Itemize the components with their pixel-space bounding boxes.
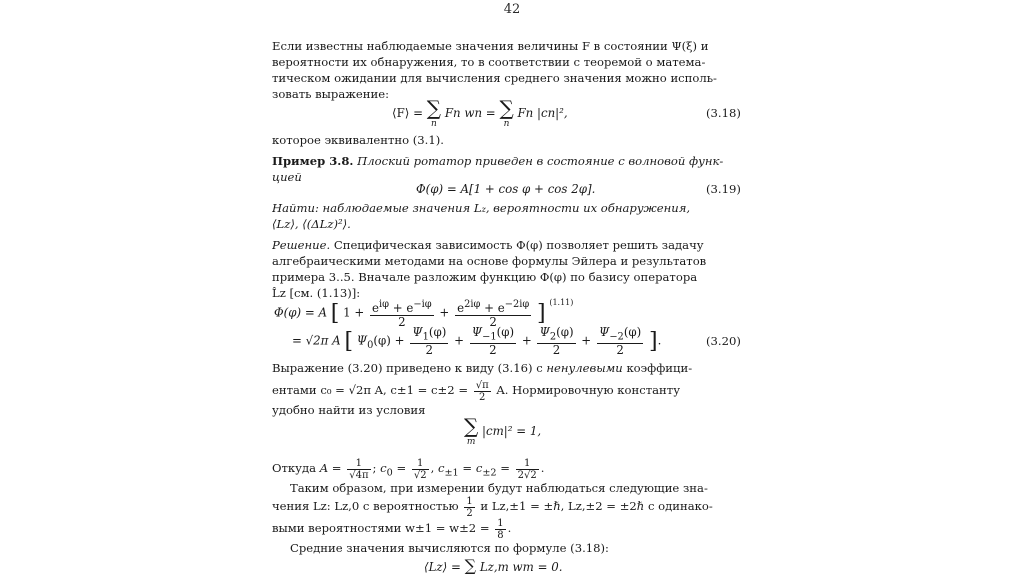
fraction: $\frac{1}{√4\pi}$ <box>349 457 369 480</box>
fraction: $\frac{\Psi_{-2}(\varphi)}{2}$ <box>598 325 642 358</box>
eq318-right: Fn |cn|², <box>517 106 568 120</box>
example-text: Плоский ротатор приведен в состояние с волновой функ- <box>357 154 724 168</box>
expr2-text: ентами c₀ = √2π A, c±1 = c±2 = <box>272 383 469 397</box>
eq320-lhs: Φ(φ) = A <box>274 305 328 320</box>
lz-avg-rhs: Lz,m wm = 0. <box>479 560 563 574</box>
thus2-text-2: и Lz,±1 = ±ℏ, Lz,±2 = ±2ℏ с одинако- <box>480 499 713 513</box>
fraction: $\frac{\Psi_2(\varphi)}{2}$ <box>539 325 574 358</box>
fraction: $\frac{1}{√2}$ <box>413 457 427 480</box>
find-text: Найти: наблюдаемые значения L <box>272 201 482 215</box>
solution-line-1 <box>272 237 752 253</box>
fraction: $\frac{e^{i\varphi} + e^{-i\varphi}}{2}$ <box>372 299 432 329</box>
solution-text: Специфическая зависимость Φ(φ) позволяет решить задачу <box>333 238 704 252</box>
find-text-2: , вероятности их обнаружения, <box>485 201 691 215</box>
para-line-5: которое эквивалентно (3.1). <box>272 133 444 147</box>
fraction: $\frac{\Psi_{-1}(\varphi)}{2}$ <box>471 325 515 358</box>
normalization-equation <box>464 416 541 448</box>
example-line-2: цией <box>272 170 302 184</box>
para-line-3: тическом ожидании для вычисления среднего значения можно исполь- <box>272 71 717 85</box>
eq-number-3-19: (3.19) <box>706 182 741 196</box>
sum-sign: ∑ m <box>464 414 479 447</box>
solution-line-4: L̂z [см. (1.13)]: <box>272 286 361 300</box>
fraction: $\frac{\Psi_1(\varphi)}{2}$ <box>412 325 447 358</box>
eq320-note: (1.11) <box>549 298 574 307</box>
thus-line-1: Таким образом, при измерении будут наблюдаться следующие зна- <box>290 481 708 495</box>
para-line-4: зовать выражение: <box>272 87 389 101</box>
eq320-rhs: = √2π A <box>292 333 341 348</box>
lz-avg-lhs: ⟨Lz⟩ = <box>424 560 461 574</box>
fraction: $\frac{1}{2}$ <box>466 495 473 518</box>
eq318-left: ⟨F⟩ = <box>392 106 424 120</box>
sqrt-pi-over-2: $\frac{√\pi}{2}$ <box>475 379 489 402</box>
solution-label: Решение. <box>272 238 331 252</box>
fraction: $\frac{e^{2i\varphi} + e^{-2i\varphi}}{2}$ <box>457 299 530 329</box>
whence-line: Откуда A = $\frac{1}{√4\pi}$ ; $c_0$ = $\frac{1}{√2}$ , $c_{\pm 1} = c_{\pm 2}$ = $\frac{1}{2√2}$ . <box>272 457 545 480</box>
equation-3-20-line-2: = √2π A [ $\Psi_0(\varphi)$ + $\frac{\Psi_1(\varphi)}{2}$ + $\frac{\Psi_{-1}(\varphi)}{2}$ + $\frac{\Psi_2(\varphi)}{2}$ + $\frac{\Psi_{-2}(\varphi)}{2}$ ]. <box>292 325 662 358</box>
thus-line-2 <box>272 494 752 518</box>
example-line <box>272 153 752 169</box>
norm-text: |cm|² = 1, <box>482 424 542 438</box>
fraction: $\frac{1}{8}$ <box>497 517 504 540</box>
whence-text: Откуда <box>272 461 317 475</box>
para-line-2: вероятности их обнаружения, то в соответствии с теоремой о матема- <box>272 55 706 69</box>
find-line-1: Найти: наблюдаемые значения Lz, вероятности их обнаружения, <box>272 201 691 215</box>
expr-emph: ненулевыми <box>546 361 623 375</box>
sum-sign: ∑ n <box>499 96 514 129</box>
find-line-2: ⟨Lz⟩, ⟨(ΔLz)²⟩. <box>272 217 351 231</box>
example-label: Пример 3.8. <box>272 154 354 168</box>
eq-number-3-18: (3.18) <box>706 106 741 120</box>
solution-line-2: алгебраическими методами на основе формулы Эйлера и результатов <box>272 254 707 268</box>
equation-3-19: Φ(φ) = A[1 + cos φ + cos 2φ]. <box>416 182 596 196</box>
page-number: 42 <box>503 2 521 17</box>
thus-line-3: выми вероятностями w±1 = w±2 = $\frac{1}{8}$ . <box>272 517 512 540</box>
fraction: $\frac{1}{2√2}$ <box>517 457 537 480</box>
expr-text: Выражение (3.20) приведено к виду (3.16) с <box>272 361 543 375</box>
expr-line-2 <box>272 378 752 402</box>
expr2-text-2: A. Нормировочную константу <box>496 383 681 397</box>
eq-number-3-20: (3.20) <box>706 334 741 348</box>
equation-3-18 <box>392 98 568 130</box>
eq318-mid: Fn wn = <box>444 106 496 120</box>
expr-text-2: коэффици- <box>626 361 693 375</box>
expr-line-1 <box>272 360 752 376</box>
para-line-1: Если известны наблюдаемые значения величины F в состоянии Ψ(ξ) и <box>272 39 709 53</box>
solution-line-3: примера 3..5. Вначале разложим функцию Φ(φ) по базису оператора <box>272 270 698 284</box>
thus2-text: чения Lz: Lz,0 с вероятностью <box>272 499 459 513</box>
thus3-text: выми вероятностями w±1 = w±2 = <box>272 521 490 535</box>
lz-average-equation: ⟨Lz⟩ = ∑ Lz,m wm = 0. <box>424 556 563 575</box>
expr-line-3: удобно найти из условия <box>272 403 426 417</box>
sum-sign: ∑ n <box>426 96 442 129</box>
avg-line: Средние значения вычисляются по формуле (3.18): <box>290 541 609 555</box>
equation-3-20-line-1: Φ(φ) = A [ 1 + $\frac{e^{i\varphi} + e^{-i\varphi}}{2}$ + $\frac{e^{2i\varphi} + e^{-2i\varphi}}{2}$ ] $^{(1.11)}$ <box>274 298 574 329</box>
